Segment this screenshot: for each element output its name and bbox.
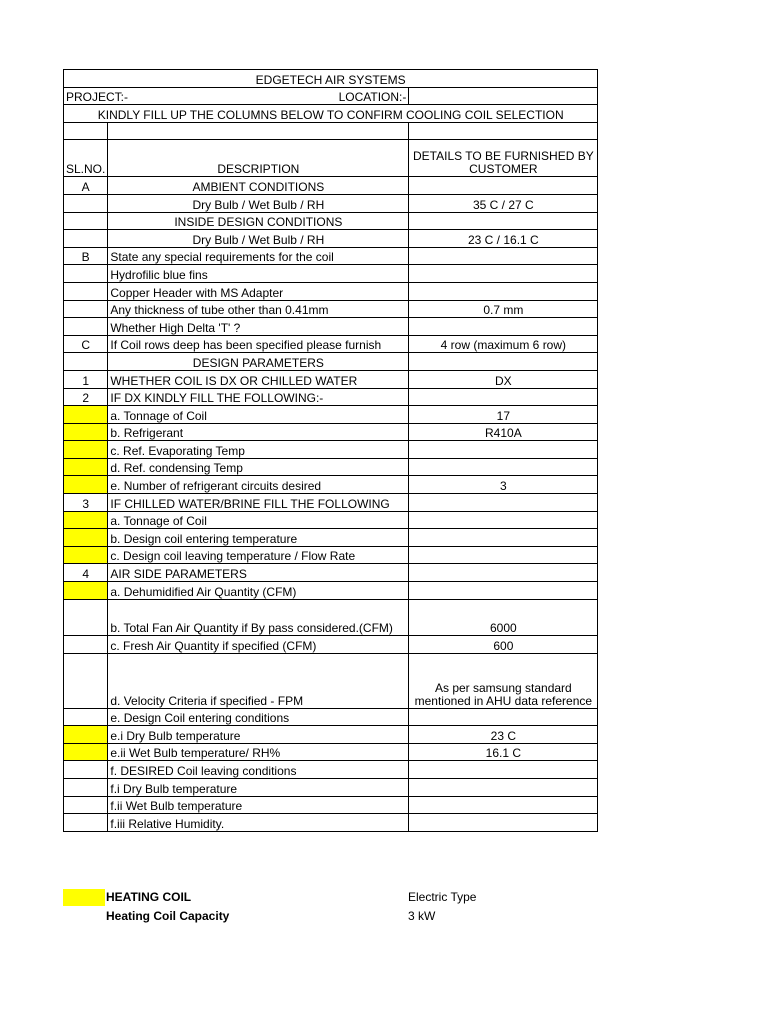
details-cell[interactable] — [409, 212, 598, 230]
sl-no-cell: 4 — [64, 564, 108, 582]
sl-no-cell — [64, 779, 108, 797]
sl-no-cell: C — [64, 335, 108, 353]
project-label: PROJECT:- — [66, 90, 129, 105]
sl-no-cell — [64, 796, 108, 814]
table-row — [64, 265, 598, 283]
description-cell: If Coil rows deep has been specified please furnish — [108, 335, 409, 353]
table-row — [64, 212, 598, 230]
description-cell: f.i Dry Bulb temperature — [108, 779, 409, 797]
description-cell: a. Tonnage of Coil — [108, 511, 409, 529]
description-cell: c. Design coil leaving temperature / Flow Rate — [108, 546, 409, 564]
table-row — [64, 282, 598, 300]
table-row — [64, 177, 598, 195]
instruction-row — [64, 105, 598, 123]
details-cell[interactable] — [409, 441, 598, 459]
blank-cell — [409, 122, 598, 140]
table-row — [64, 599, 598, 636]
details-cell[interactable] — [409, 353, 598, 371]
details-cell[interactable]: DX — [409, 370, 598, 388]
table-row — [64, 318, 598, 336]
sl-no-cell — [64, 318, 108, 336]
blank-cell — [108, 122, 409, 140]
sl-no-cell — [64, 353, 108, 371]
description-cell: AIR SIDE PARAMETERS — [108, 564, 409, 582]
details-cell[interactable] — [409, 494, 598, 512]
sl-no-cell — [64, 282, 108, 300]
col-details-header: DETAILS TO BE FURNISHED BY CUSTOMER — [409, 140, 598, 177]
project-row — [64, 87, 598, 105]
blank-row — [64, 122, 598, 140]
description-cell: AMBIENT CONDITIONS — [108, 177, 409, 195]
sl-no-cell — [64, 441, 108, 459]
sl-no-cell — [64, 582, 108, 600]
table-row — [64, 743, 598, 761]
sl-no-cell — [64, 761, 108, 779]
table-row — [64, 779, 598, 797]
details-cell[interactable] — [409, 177, 598, 195]
description-cell: f.ii Wet Bulb temperature — [108, 796, 409, 814]
sl-no-cell: 2 — [64, 388, 108, 406]
sl-no-cell — [64, 814, 108, 832]
details-cell[interactable] — [409, 247, 598, 265]
table-row — [64, 636, 598, 654]
description-cell: Copper Header with MS Adapter — [108, 282, 409, 300]
sl-no-cell — [64, 423, 108, 441]
details-cell[interactable]: 0.7 mm — [409, 300, 598, 318]
table-row — [64, 582, 598, 600]
sl-no-cell — [64, 599, 108, 636]
sl-no-cell — [64, 230, 108, 248]
details-cell[interactable] — [409, 318, 598, 336]
table-row — [64, 300, 598, 318]
location-label: LOCATION:- — [338, 90, 407, 105]
coil-selection-table — [63, 69, 598, 832]
table-row — [64, 564, 598, 582]
details-cell[interactable] — [409, 388, 598, 406]
details-cell[interactable]: 4 row (maximum 6 row) — [409, 335, 598, 353]
instruction-text: KINDLY FILL UP THE COLUMNS BELOW TO CONFIRM COOLING COIL SELECTION — [64, 105, 598, 123]
column-header-row — [64, 140, 598, 177]
table-row — [64, 194, 598, 212]
sl-no-cell — [64, 265, 108, 283]
description-cell: c. Fresh Air Quantity if specified (CFM) — [108, 636, 409, 654]
table-row — [64, 511, 598, 529]
sl-no-cell — [64, 458, 108, 476]
details-cell[interactable] — [409, 282, 598, 300]
description-cell: e. Design Coil entering conditions — [108, 708, 409, 726]
description-cell: WHETHER COIL IS DX OR CHILLED WATER — [108, 370, 409, 388]
details-cell[interactable]: 23 C — [409, 726, 598, 744]
table-row — [64, 761, 598, 779]
description-cell: d. Velocity Criteria if specified - FPM — [108, 653, 409, 708]
heating-capacity-label: Heating Coil Capacity — [106, 909, 230, 923]
description-cell: b. Design coil entering temperature — [108, 529, 409, 547]
heating-coil-label: HEATING COIL — [106, 890, 192, 904]
description-cell: State any special requirements for the coil — [108, 247, 409, 265]
sl-no-cell — [64, 194, 108, 212]
table-row — [64, 370, 598, 388]
details-cell[interactable]: 600 — [409, 636, 598, 654]
details-cell[interactable] — [409, 529, 598, 547]
table-row — [64, 529, 598, 547]
details-cell[interactable] — [409, 511, 598, 529]
details-cell[interactable] — [409, 265, 598, 283]
sl-no-cell — [64, 511, 108, 529]
details-cell[interactable] — [409, 814, 598, 832]
details-cell[interactable] — [409, 708, 598, 726]
description-cell: Whether High Delta 'T' ? — [108, 318, 409, 336]
sl-no-cell — [64, 300, 108, 318]
table-row — [64, 814, 598, 832]
details-cell[interactable] — [409, 564, 598, 582]
description-cell: e.ii Wet Bulb temperature/ RH% — [108, 743, 409, 761]
highlight-swatch — [63, 889, 105, 906]
sl-no-cell — [64, 743, 108, 761]
sl-no-cell: B — [64, 247, 108, 265]
table-row — [64, 406, 598, 424]
details-cell[interactable]: 3 — [409, 476, 598, 494]
details-cell[interactable]: 35 C / 27 C — [409, 194, 598, 212]
details-cell[interactable]: 16.1 C — [409, 743, 598, 761]
table-row — [64, 494, 598, 512]
table-row — [64, 230, 598, 248]
description-cell: f. DESIRED Coil leaving conditions — [108, 761, 409, 779]
table-row — [64, 726, 598, 744]
description-cell: e.i Dry Bulb temperature — [108, 726, 409, 744]
heating-coil-value: Electric Type — [408, 890, 477, 904]
details-cell[interactable] — [409, 796, 598, 814]
description-cell: a. Tonnage of Coil — [108, 406, 409, 424]
details-cell[interactable] — [409, 546, 598, 564]
table-row — [64, 353, 598, 371]
description-cell: IF CHILLED WATER/BRINE FILL THE FOLLOWING — [108, 494, 409, 512]
sl-no-cell: A — [64, 177, 108, 195]
table-row — [64, 423, 598, 441]
details-cell[interactable]: As per samsung standard mentioned in AHU data reference — [409, 653, 598, 708]
col-description-header: DESCRIPTION — [108, 140, 409, 177]
details-cell[interactable] — [409, 582, 598, 600]
table-row — [64, 653, 598, 708]
table-row — [64, 796, 598, 814]
table-row — [64, 458, 598, 476]
table-row — [64, 476, 598, 494]
sl-no-cell — [64, 708, 108, 726]
table-row — [64, 335, 598, 353]
location-value[interactable] — [409, 87, 598, 105]
description-cell: DESIGN PARAMETERS — [108, 353, 409, 371]
sl-no-cell — [64, 653, 108, 708]
sl-no-cell — [64, 212, 108, 230]
title-row — [64, 70, 598, 88]
description-cell: a. Dehumidified Air Quantity (CFM) — [108, 582, 409, 600]
col-sl-header: SL.NO. — [64, 140, 108, 177]
sl-no-cell: 1 — [64, 370, 108, 388]
details-cell[interactable]: 6000 — [409, 599, 598, 636]
description-cell: Dry Bulb / Wet Bulb / RH — [108, 194, 409, 212]
sl-no-cell — [64, 636, 108, 654]
description-cell: b. Refrigerant — [108, 423, 409, 441]
description-cell: f.iii Relative Humidity. — [108, 814, 409, 832]
company-name: EDGETECH AIR SYSTEMS — [64, 70, 598, 88]
description-cell: e. Number of refrigerant circuits desired — [108, 476, 409, 494]
description-cell: Hydrofilic blue fins — [108, 265, 409, 283]
description-cell: INSIDE DESIGN CONDITIONS — [108, 212, 409, 230]
description-cell: c. Ref. Evaporating Temp — [108, 441, 409, 459]
sl-no-cell — [64, 546, 108, 564]
details-cell[interactable]: 17 — [409, 406, 598, 424]
sl-no-cell — [64, 726, 108, 744]
details-cell[interactable]: R410A — [409, 423, 598, 441]
description-cell: d. Ref. condensing Temp — [108, 458, 409, 476]
sl-no-cell — [64, 476, 108, 494]
project-location-cell — [64, 87, 409, 105]
description-cell: Any thickness of tube other than 0.41mm — [108, 300, 409, 318]
table-row — [64, 441, 598, 459]
table-row — [64, 708, 598, 726]
details-cell[interactable] — [409, 779, 598, 797]
table-row — [64, 388, 598, 406]
description-cell: b. Total Fan Air Quantity if By pass considered.(CFM) — [108, 599, 409, 636]
sl-no-cell — [64, 406, 108, 424]
table-row — [64, 546, 598, 564]
details-cell[interactable]: 23 C / 16.1 C — [409, 230, 598, 248]
table-row — [64, 247, 598, 265]
sl-no-cell — [64, 529, 108, 547]
description-cell: IF DX KINDLY FILL THE FOLLOWING:- — [108, 388, 409, 406]
sl-no-cell: 3 — [64, 494, 108, 512]
description-cell: Dry Bulb / Wet Bulb / RH — [108, 230, 409, 248]
heating-capacity-value: 3 kW — [408, 909, 436, 923]
details-cell[interactable] — [409, 761, 598, 779]
details-cell[interactable] — [409, 458, 598, 476]
blank-cell — [64, 122, 108, 140]
